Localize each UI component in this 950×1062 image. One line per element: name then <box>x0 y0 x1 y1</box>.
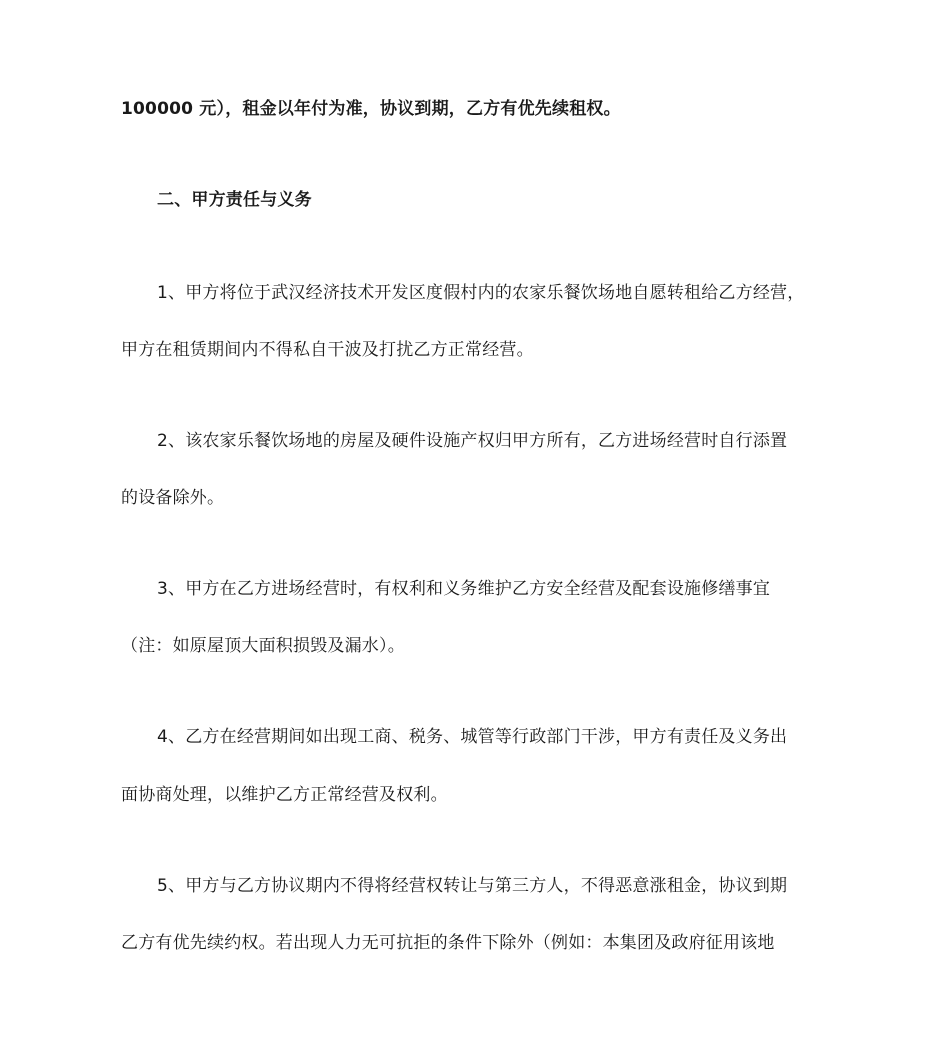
text-line-rent-terms: 100000 元），租金以年付为准，协议到期，乙方有优先续租权。 <box>121 99 621 119</box>
clause-4-line-2: 面协商处理，以维护乙方正常经营及权利。 <box>121 785 448 805</box>
clause-5-line-1: 5、甲方与乙方协议期内不得将经营权转让与第三方人，不得恶意涨租金，协议到期 <box>157 876 788 896</box>
clause-1-line-2: 甲方在租赁期间内不得私自干波及打扰乙方正常经营。 <box>121 340 534 360</box>
clause-3-line-1: 3、甲方在乙方进场经营时，有权利和义务维护乙方安全经营及配套设施修缮事宜 <box>157 579 771 599</box>
clause-2-line-1: 2、该农家乐餐饮场地的房屋及硬件设施产权归甲方所有，乙方进场经营时自行添置 <box>157 431 788 451</box>
clause-2-line-2: 的设备除外。 <box>121 488 225 508</box>
clause-1-line-1: 1、甲方将位于武汉经济技术开发区度假村内的农家乐餐饮场地自愿转租给乙方经营， <box>157 283 805 303</box>
clause-3-line-2: （注：如原屋顶大面积损毁及漏水）。 <box>121 636 405 656</box>
clause-5-line-2: 乙方有优先续约权。若出现人力无可抗拒的条件下除外（例如：本集团及政府征用该地 <box>121 933 775 953</box>
clause-4-line-1: 4、乙方在经营期间如出现工商、税务、城管等行政部门干涉，甲方有责任及义务出 <box>157 727 788 747</box>
section-heading-party-a-duties: 二、甲方责任与义务 <box>157 190 312 210</box>
